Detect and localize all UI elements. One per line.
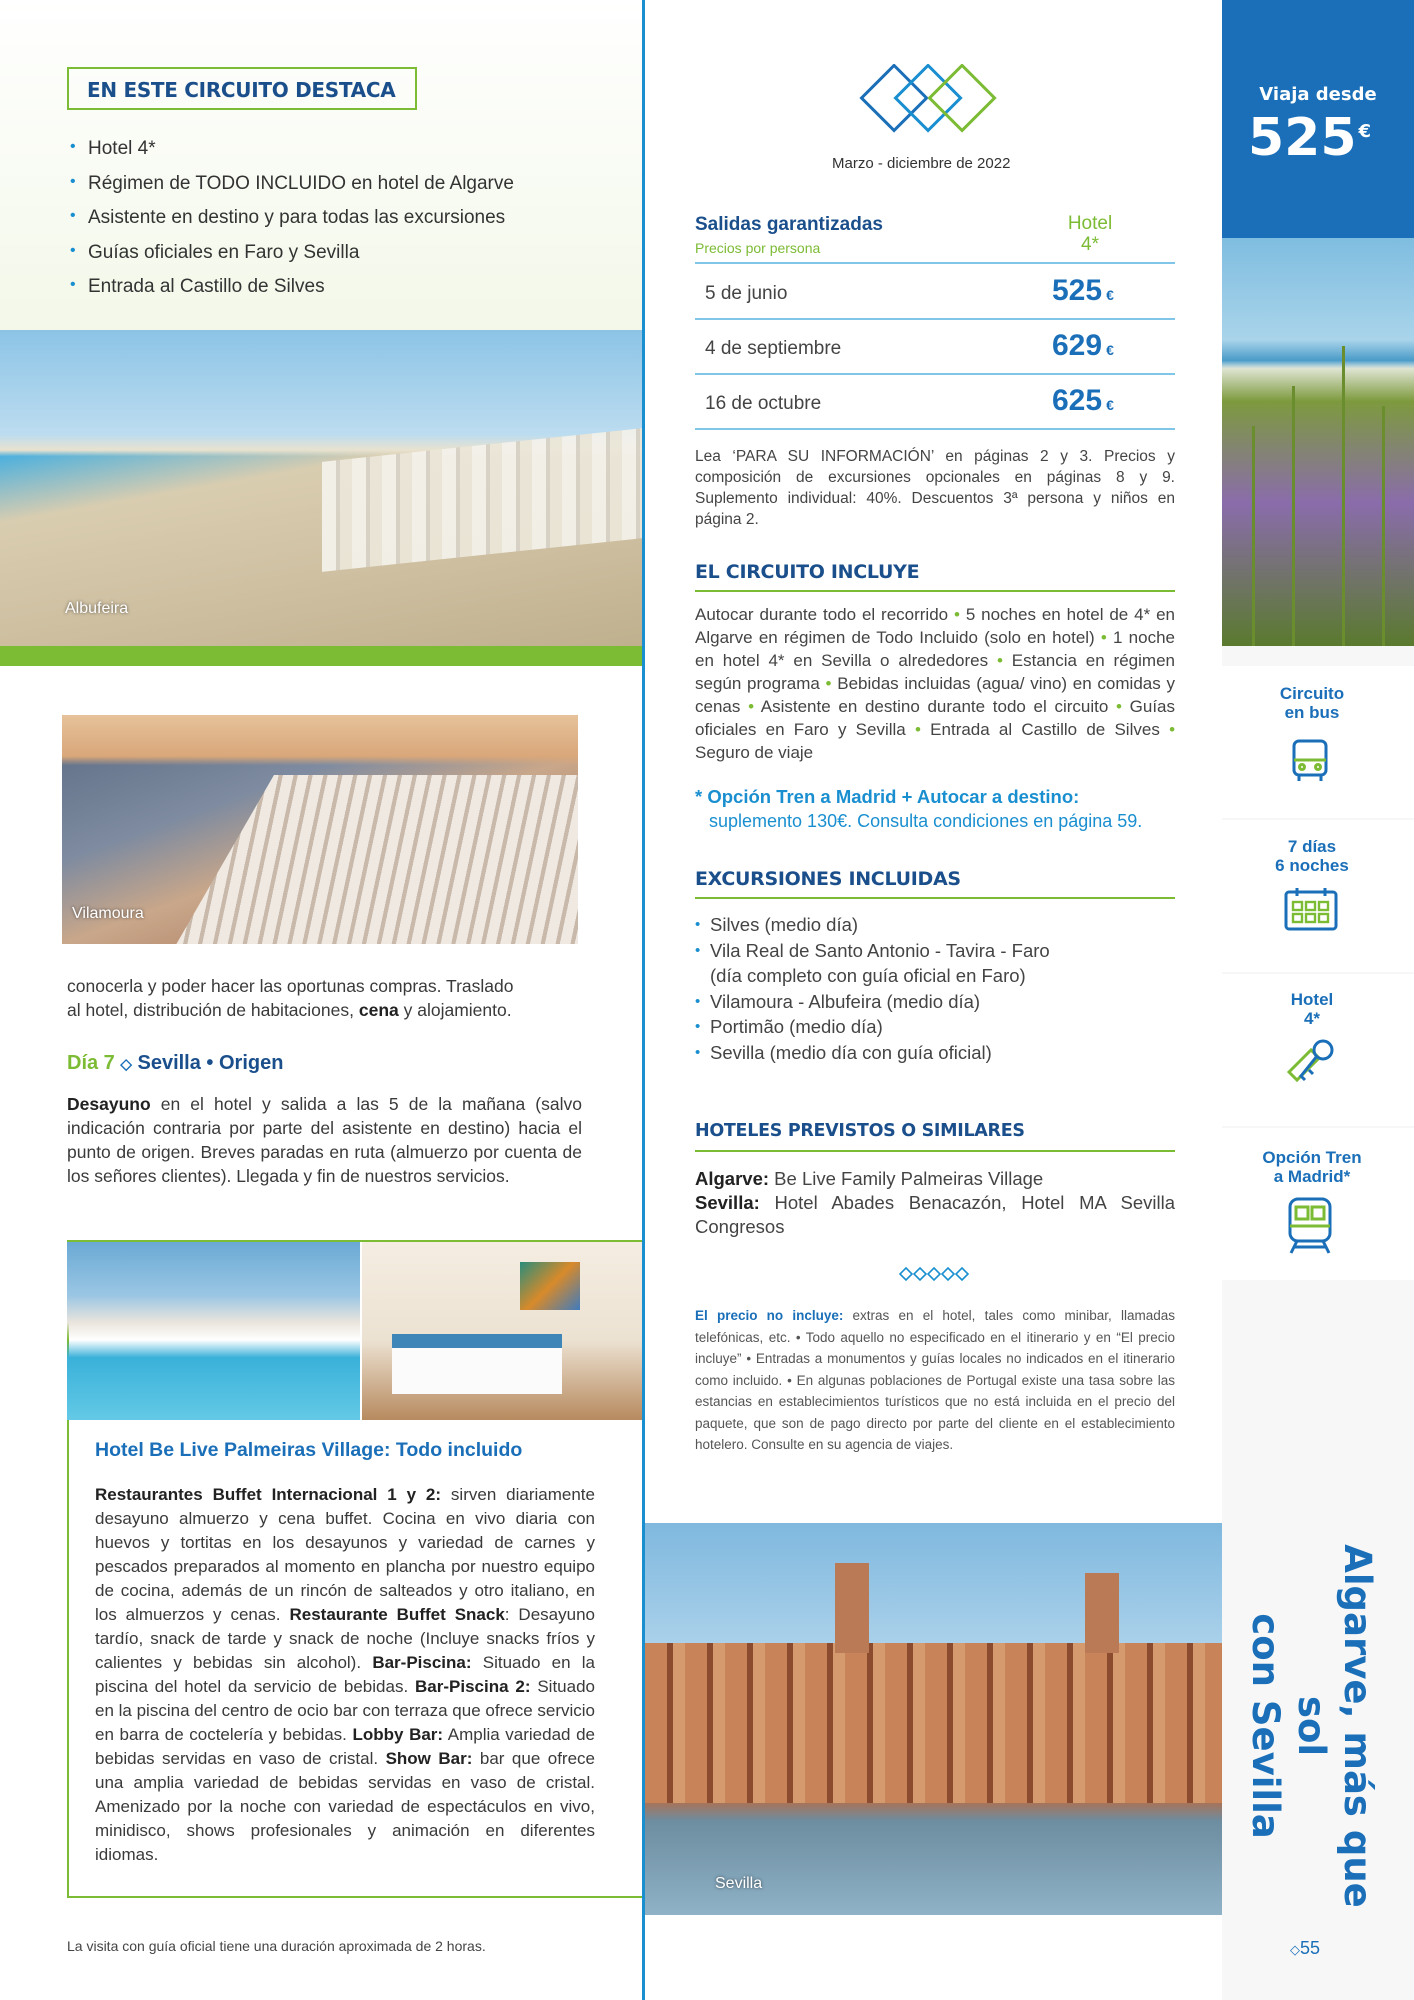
diamond-icon: ◇ [120,1056,132,1073]
tower-shape [1085,1573,1119,1653]
town-shape [322,428,642,572]
currency: € [1358,120,1372,142]
text-span: Amplia variedad de bebidas servidas en vaso de cristal. [95,1725,595,1768]
wall-art-shape [520,1262,580,1310]
tower-shape [835,1563,869,1653]
hotels-title: HOTELES PREVISTOS O SIMILARES [695,1121,1025,1141]
price-value [1248,108,1371,168]
vilamoura-photo [62,715,578,944]
departures-subtitle: Precios por persona [695,240,821,256]
day-number: Día 7 [67,1052,115,1074]
price-number: 525 [1248,108,1357,168]
includes-text: Autocar durante todo el recorrido • 5 noches en hotel de 4* en Algarve en régimen de Todo Incluido (solo en hotel) • 1 noche en hotel 4* en Sevilla o alrededores • Estancia en régimen según programa • Bebidas incluidas (agua/ vino) en comidas y cenas • Asistente en destino durante todo el circuito • Guías oficiales en Faro y Sevilla • Entrada al Castillo de Silves • Seguro de viaje [695,605,1176,762]
text-line: 7 días [1287,837,1337,856]
text-line [67,998,587,1022]
train-option-title: * Opción Tren a Madrid + Autocar a destino: [695,786,1080,807]
departure-date: 4 de septiembre [705,338,842,359]
text-span: : Desayuno tardío, snack de tarde y snack de noche (Incluye snacks fríos y calientes y bebidas sin alcohol). [95,1605,595,1672]
section-divider [695,1150,1175,1152]
day6-tail-text [67,974,587,1022]
day7-heading [67,1052,283,1075]
train-icon [1283,1196,1337,1256]
list-item: • Asistente en destino y para todas las excursiones [70,207,514,242]
list-item: • Silves (medio día) [695,912,1050,938]
text-span: Guías oficiales en Faro y Sevilla [695,697,1175,739]
coast-shape [170,775,578,944]
vertical-page-title [1244,1530,1380,1922]
text-span: Seguro de viaje [695,743,814,762]
rotated-title [1244,1530,1380,1922]
not-included-text [695,1305,1175,1456]
departure-date: 5 de junio [705,283,788,304]
list-item: • Hotel 4* [70,138,514,173]
text-bold: Desayuno [67,1094,151,1114]
includes-title: EL CIRCUITO INCLUYE [695,561,920,583]
calendar-icon [1283,886,1339,932]
green-divider [0,646,642,666]
text-bold: Lobby Bar: [352,1725,444,1744]
list-item: • Sevilla (medio día con guía oficial) [695,1040,1050,1066]
hotel-card-text [95,1483,595,1867]
text-span: 1 noche en hotel 4* en Sevilla o alrededores [695,628,1175,670]
palace-shape [645,1643,1222,1803]
text-span: Hotel Abades Benacazón, Hotel MA Sevilla Congresos [695,1192,1175,1237]
text-span: Bebidas incluidas (agua/ vino) en comidas y cenas [695,674,1175,716]
text-bold: Sevilla: [695,1192,760,1213]
room-photo [362,1242,642,1420]
text-line: 4* [1303,1009,1321,1028]
list-item: (día completo con guía oficial en Faro) [710,965,1026,986]
text-bold: Show Bar: [385,1749,473,1768]
text-line: a Madrid* [1273,1167,1351,1186]
text-span: Entrada al Castillo de Silves [930,720,1160,739]
text-line [695,1167,1175,1191]
text-line: Hotel [1290,990,1334,1009]
table-divider [695,428,1175,430]
table-divider [695,318,1175,320]
badge-label [1222,990,1402,1028]
table-divider [695,373,1175,375]
day7-text [67,1092,582,1188]
text-line: Opción Tren [1262,1148,1362,1167]
bed-shape [392,1334,562,1394]
text-line: Circuito [1279,684,1345,703]
sevilla-photo [645,1523,1222,1915]
badge-label [1222,684,1402,722]
page-number-value: 55 [1300,1938,1321,1958]
price-value: 525 [1052,274,1103,307]
text-bold: Algarve: [695,1168,770,1189]
text-line: en bus [1284,703,1340,722]
stem-shape [1252,426,1255,646]
currency: € [1106,287,1114,303]
section-divider [695,590,1175,592]
text-span: Be Live Family Palmeiras Village [769,1168,1044,1189]
departures-title: Salidas garantizadas [695,214,883,235]
bus-icon [1286,736,1334,784]
photo-caption: Sevilla [715,1875,763,1892]
diamonds-logo-icon [858,64,1008,136]
photo-caption: Vilamoura [72,905,144,922]
text-line: 4* [1081,234,1099,255]
departure-date: 16 de octubre [705,393,822,414]
photo-caption: Albufeira [65,600,129,617]
price-value: 625 [1052,384,1103,417]
list-item: • Régimen de TODO INCLUIDO en hotel de Algarve [70,173,514,208]
lavender-photo [1222,238,1414,646]
small-diamonds-icon [898,1266,974,1282]
hotels-text [695,1167,1175,1239]
train-option-text: suplemento 130€. Consulta condiciones en página 59. [709,811,1143,831]
text-bold: Restaurante Buffet Snack [289,1605,505,1624]
text-bold: cena [358,1000,399,1020]
departure-price [1052,329,1114,363]
text-span: Situado en la piscina del centro de ocio bar con terraza que ofrece servicio en barra de coctelería y bebidas. [95,1677,595,1744]
text-line: Hotel [1067,213,1113,234]
hotel-key-icon [1283,1036,1339,1088]
day-title: Sevilla • Origen [137,1052,284,1074]
section-divider [695,897,1175,899]
text-span: al hotel, distribución de habitaciones, [67,1000,359,1020]
stem-shape [1292,386,1295,646]
hotel-card-title: Hotel Be Live Palmeiras Village: Todo incluido [95,1439,523,1461]
text-span: Situado en la piscina del hotel da servicio de bebidas. [95,1653,596,1696]
diamond-icon: ◇ [1290,1942,1300,1957]
list-item: • Vila Real de Santo Antonio - Tavira - Faro [695,938,1050,964]
text-bold: Bar-Piscina 2: [415,1677,531,1696]
departure-price [1052,384,1114,418]
page-number [1290,1938,1320,1959]
text-span: bar que ofrece una amplia variedad de bebidas servidas en vaso de cristal. Amenizado por la noche con variedad de espectáculos en vivo, minidisco, shows profesionales y animación en diferentes idiomas. [95,1749,596,1864]
hotel-column-header [1050,213,1130,255]
text-span: Asistente en destino durante todo el circuito [760,697,1109,716]
departures-note: Lea ‘PARA SU INFORMACIÓN’ en páginas 2 y 3. Precios y composición de excursiones opcionales en páginas 8 y 9. Suplemento individual: 40%. Descuentos 3ª persona y niños en página 2. [695,448,1175,528]
excursions-title: EXCURSIONES INCLUIDAS [695,868,961,890]
text-span: en el hotel y salida a las 5 de la mañana (salvo indicación contraria por parte del asistente en destino) hacia el punto de origen. Breves paradas en ruta (almuerzo por cuenta de los señores clientes). Llegada y fin de nuestros servicios. [67,1094,582,1186]
currency: € [1106,342,1114,358]
text-bold: El precio no incluye: [695,1308,844,1323]
text-span: sirven diariamente desayuno almuerzo y cena buffet. Cocina en vivo diaria con huevos y tortitas en los desayunos y variedad de carnes y pescados preparados al momento en plancha por nuestro equipo de cocina, además de un rincón de salteados y otro italiano, en los almuerzos y cenas. [95,1485,595,1624]
list-item: • Portimão (medio día) [695,1014,1050,1040]
text-span: y alojamiento. [398,1000,512,1020]
list-item: • Vilamoura - Albufeira (medio día) [695,989,1050,1015]
text-span: Estancia en régimen según programa [695,651,1175,693]
highlights-title: EN ESTE CIRCUITO DESTACA [67,67,417,110]
text-span: 5 noches en hotel de 4* en Algarve en régimen de Todo Incluido (solo en hotel) [695,605,1175,647]
text-line: conocerla y poder hacer las oportunas compras. Traslado [67,976,514,996]
currency: € [1106,397,1114,413]
highlights-list [70,138,514,311]
list-item: • Guías oficiales en Faro y Sevilla [70,242,514,277]
badge-label [1222,1148,1402,1186]
title-line: con Sevilla [1244,1613,1287,1839]
excursions-list [695,912,1050,1065]
badge-label [1222,837,1402,875]
price-value: 629 [1052,329,1103,362]
title-line: Algarve, más que sol [1290,1544,1379,1908]
list-item: • Entrada al Castillo de Silves [70,276,514,311]
price-label: Viaja desde [1259,84,1377,105]
stem-shape [1342,346,1345,646]
footnote: La visita con guía oficial tiene una duración aproximada de 2 horas. [67,1938,486,1954]
season-text: Marzo - diciembre de 2022 [832,155,1011,172]
text-line [695,1191,1175,1239]
text-span: extras en el hotel, tales como minibar, llamadas telefónicas, etc. • Todo aquello no especificado en el itinerario y en “El precio incluye” • Entradas a monumentos y guías locales no indicados en el itinerario como incluido. • En algunas poblaciones de Portugal existe una tasa sobre las estancias en establecimientos turísticos que no está incluida en el precio del paquete, que son de pago directo por parte del cliente en el establecimiento hotelero. Consulte en su agencia de viajes. [695,1308,1176,1452]
text-bold: Restaurantes Buffet Internacional 1 y 2: [95,1485,442,1504]
albufeira-photo [0,330,642,646]
text-bold: Bar-Piscina: [372,1653,472,1672]
text-line: 6 noches [1275,856,1349,875]
departure-price [1052,274,1114,308]
stem-shape [1382,406,1385,646]
text-span: Autocar durante todo el recorrido [695,605,949,624]
pool-photo [67,1242,360,1420]
table-divider [695,262,1175,264]
